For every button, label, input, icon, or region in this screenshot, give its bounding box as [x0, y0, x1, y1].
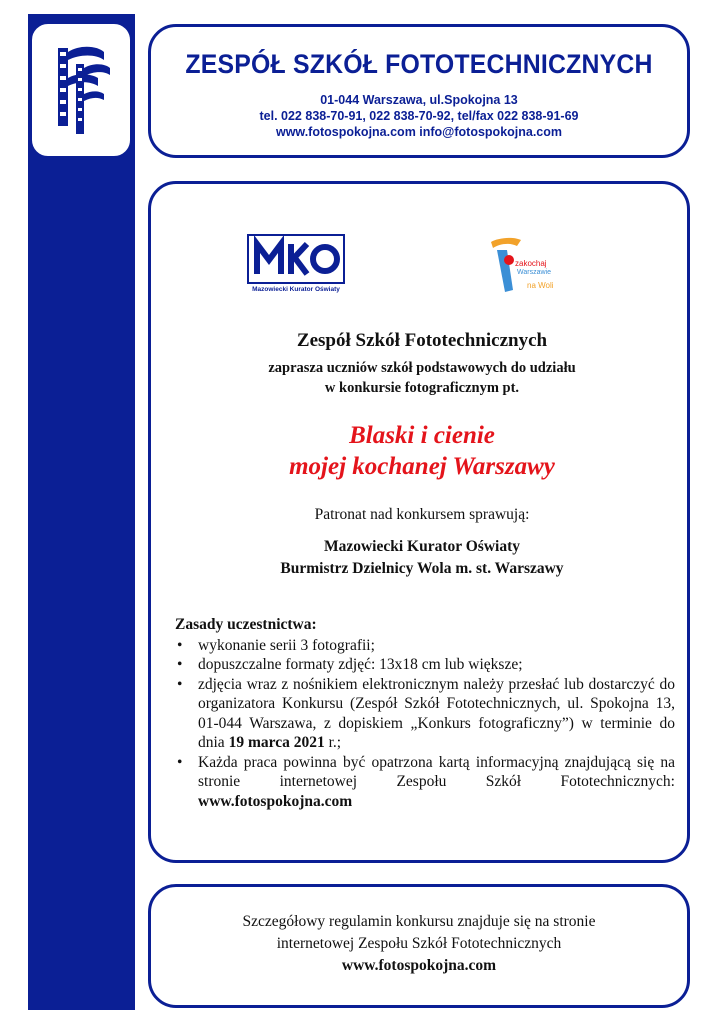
wola-text-3: Warszawie: [517, 269, 551, 276]
patron-label: Patronat nad konkursem sprawują:: [314, 506, 530, 523]
rule-item: [175, 636, 675, 656]
contest-title: [151, 420, 693, 482]
mko-caption: Mazowiecki Kurator Oświaty: [252, 286, 340, 293]
bullet-icon: •: [177, 656, 183, 673]
invitation-line-2: w konkursie fotograficznym pt.: [324, 380, 520, 396]
invitation-title: Zespół Szkół Fototechnicznych: [296, 330, 548, 351]
school-web-email: www.fotospokojna.com info@fotospokojna.com: [275, 125, 563, 139]
footer-panel: [148, 884, 690, 1008]
invitation-line-1: zaprasza uczniów szkół podstawowych do udziału: [268, 360, 576, 376]
mko-logo-icon: [247, 234, 345, 296]
sponsor-logos: [247, 234, 647, 302]
rule-item: [175, 675, 675, 753]
school-logo: [30, 22, 132, 158]
school-name: ZESPÓŁ SZKÓŁ FOTOTECHNICZNYCH: [185, 49, 653, 79]
invitation-lines: [151, 358, 693, 398]
rule-text: zdjęcia wraz z nośnikiem elektronicznym należy przesłać lub dostarczyć do organizatora Konkursu (Zespół Szkół Fototechnicznych, ul. Spokojna 13, 01-044 Warszawa, z dopiskiem „Konkurs fotograficzny”) w terminie do dnia: [198, 675, 675, 751]
rules-list: [175, 636, 675, 812]
footer-url[interactable]: www.fotospokojna.com: [341, 957, 497, 974]
rule-text: wykonanie serii 3 fotografii;: [198, 636, 375, 654]
bullet-icon: •: [177, 675, 183, 693]
footer-text: [151, 911, 687, 977]
bullet-icon: •: [177, 753, 183, 771]
wola-text-4: na Woli: [527, 281, 554, 290]
school-phones: tel. 022 838-70-91, 022 838-70-92, tel/fax 022 838-91-69: [259, 109, 579, 123]
school-ff-logo-icon: [46, 38, 116, 142]
school-address: 01-044 Warszawa, ul.Spokojna 13: [320, 93, 518, 107]
main-panel: [148, 181, 690, 863]
contest-title-line-2: mojej kochanej Warszawy: [289, 453, 555, 480]
rule-item: [175, 655, 675, 675]
footer-line-1: Szczegółowy regulamin konkursu znajduje się na stronie: [242, 913, 596, 930]
mko-logo: [247, 234, 345, 296]
patrons: [151, 536, 693, 580]
footer-line-2: internetowej Zespołu Szkół Fototechnicznych: [276, 935, 562, 952]
rule-text-end: r.;: [324, 734, 342, 751]
wola-logo-icon: [487, 236, 557, 296]
rule-item: [175, 753, 675, 812]
rules-section: [175, 615, 675, 811]
contest-title-line-1: Blaski i cienie: [349, 422, 495, 449]
bullet-icon: •: [177, 636, 183, 654]
deadline-date: 19 marca 2021: [228, 734, 325, 751]
header-panel: [148, 24, 690, 158]
patron-2: Burmistrz Dzielnicy Wola m. st. Warszawy: [280, 560, 564, 577]
website-link[interactable]: www.fotospokojna.com: [198, 792, 353, 810]
patron-1: Mazowiecki Kurator Oświaty: [323, 538, 520, 555]
rules-heading: Zasady uczestnictwa:: [175, 616, 317, 633]
rule-text: dopuszczalne formaty zdjęć: 13x18 cm lub większe;: [198, 656, 523, 673]
left-blue-bar: [28, 14, 135, 1010]
wola-logo: [487, 236, 557, 296]
rule-text: Każda praca powinna być opatrzona kartą informacyjną znajdującą się na stronie internetowej Zespołu Szkół Fototechnicznych:: [198, 753, 675, 790]
wola-text-1: zakochaj: [515, 259, 547, 268]
